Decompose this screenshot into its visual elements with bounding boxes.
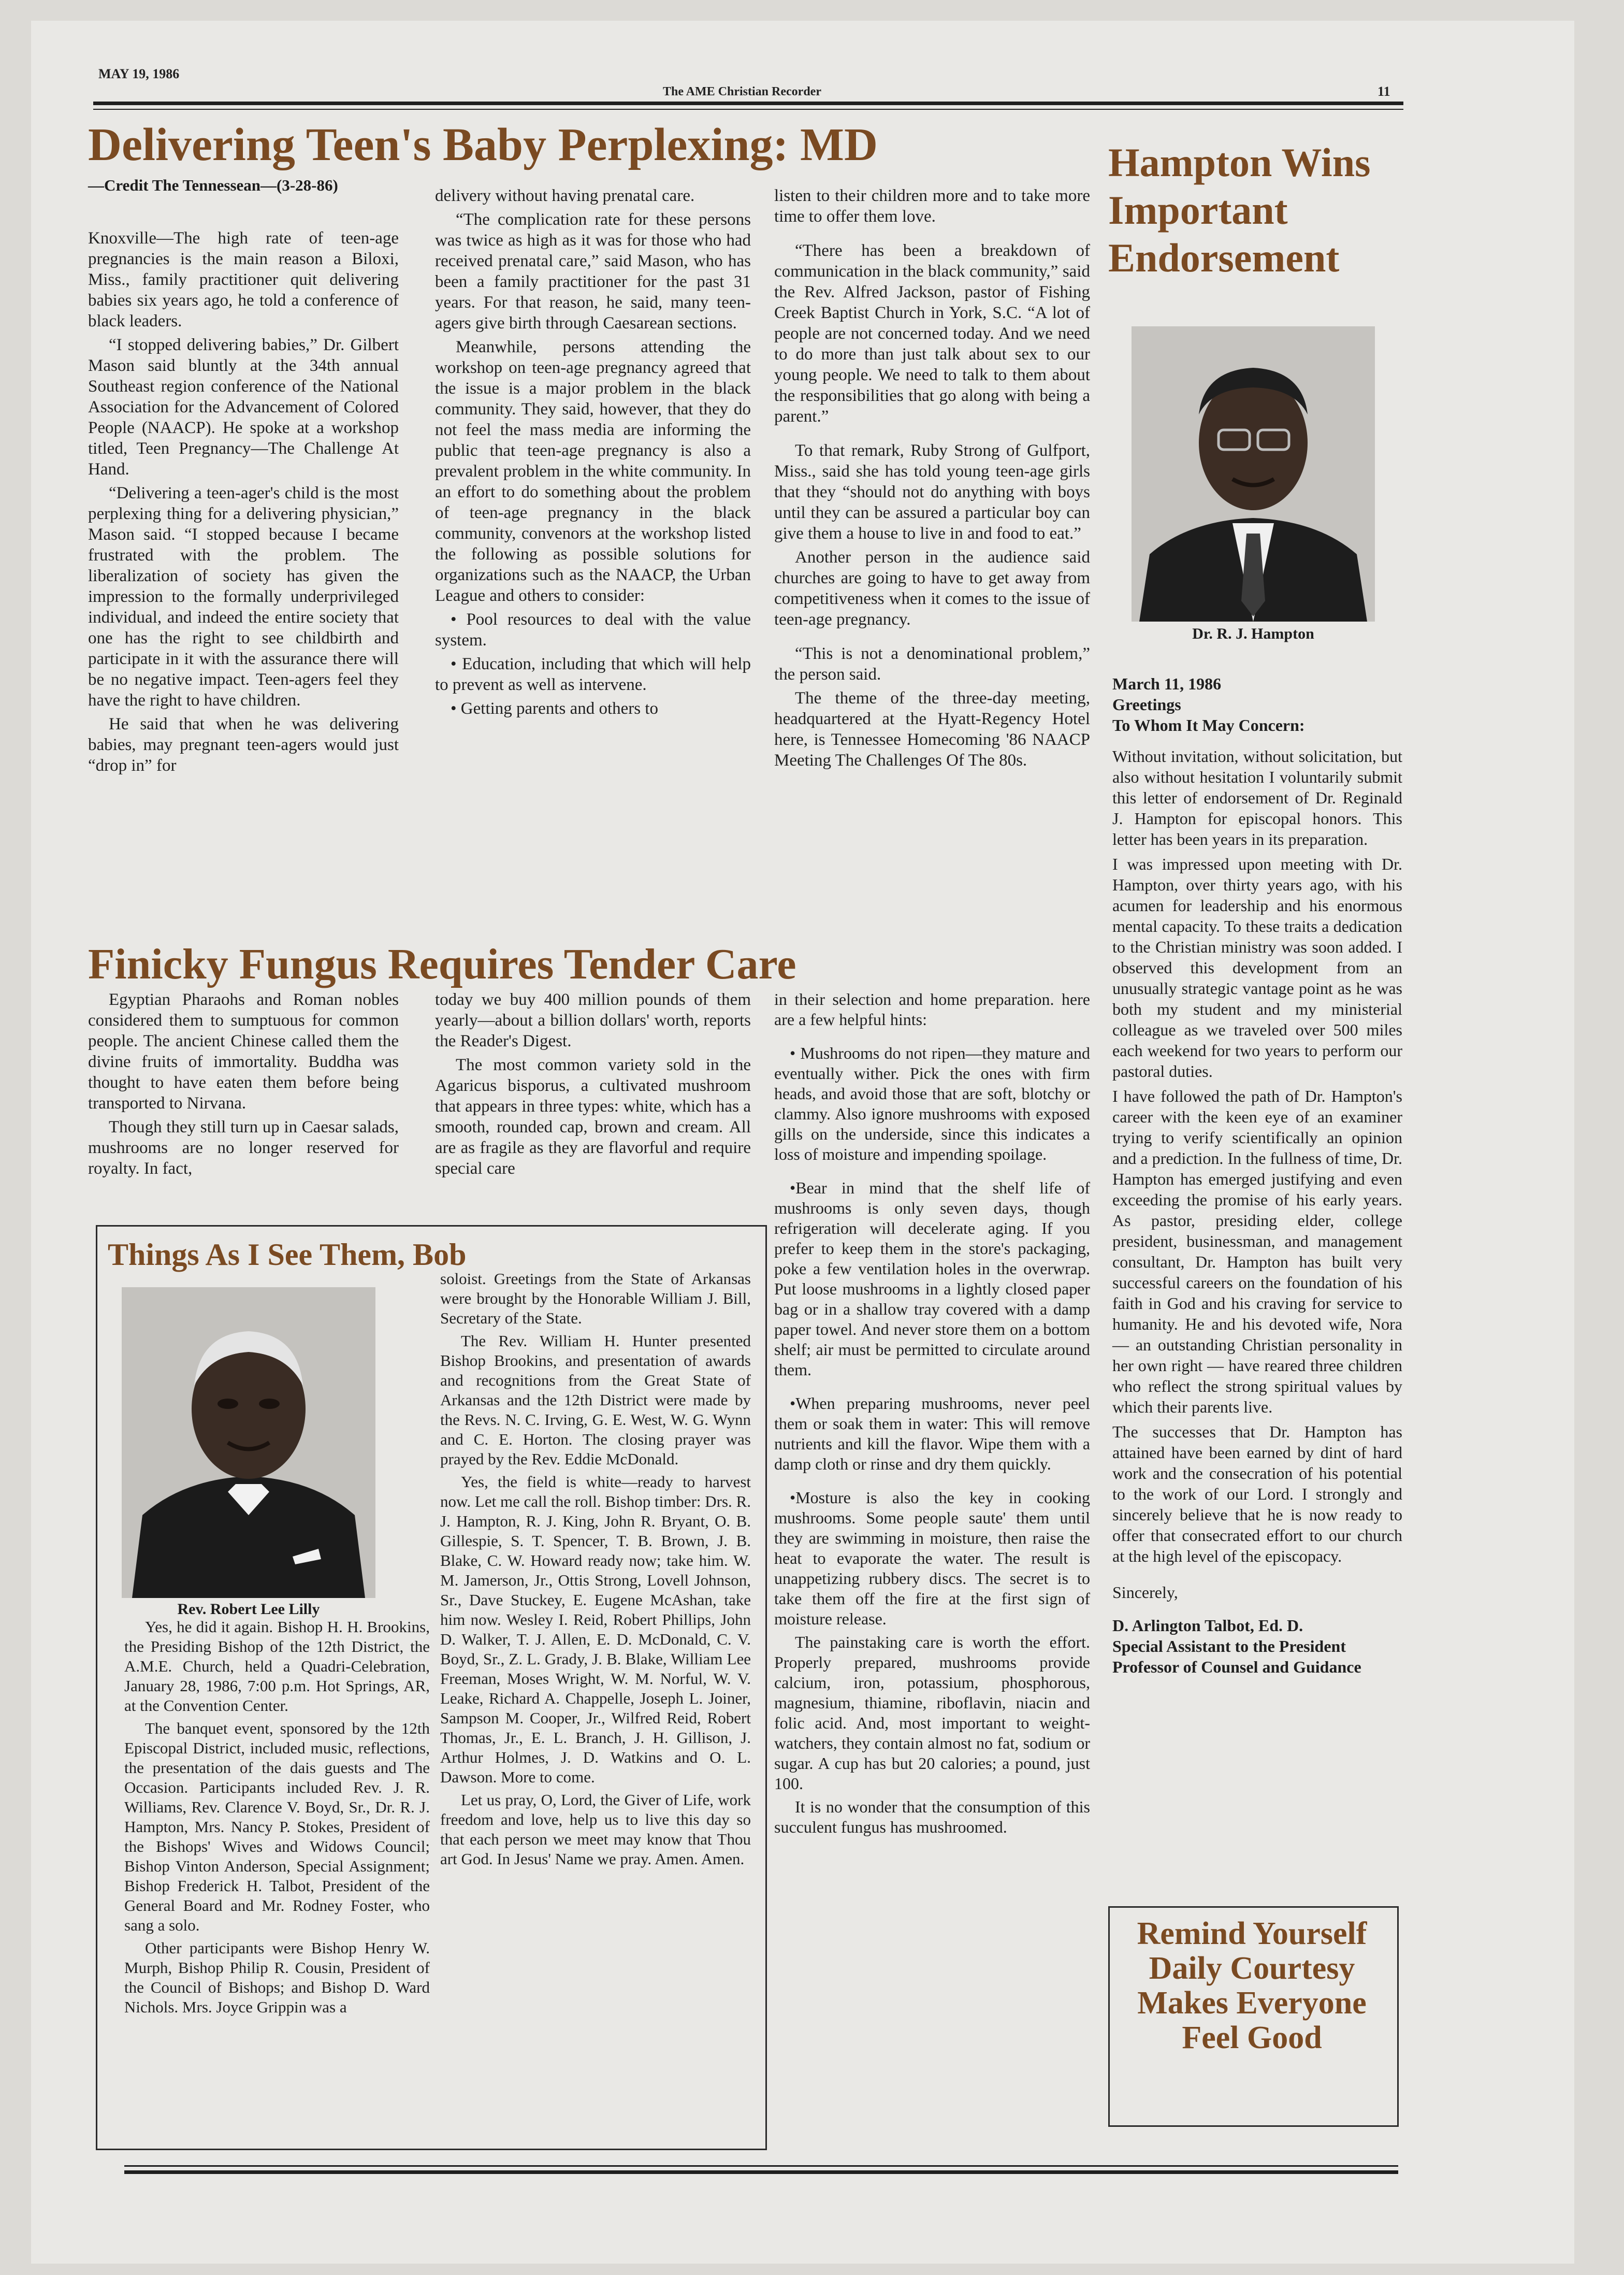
paragraph: in their selection and home preparation. here are a few helpful hints:	[774, 990, 1090, 1029]
article2-column-2	[435, 989, 751, 1182]
endorsement-letter	[1112, 673, 1402, 1677]
portrait-illustration	[122, 1287, 375, 1598]
paragraph: Meanwhile, persons attending the workshop on teen-age pregnancy agreed that the issue is a major problem in the black community. They said, however, that they do not feel the mass media are informing the public that teen-age pregnancy is also a prevalent problem in the white community. In an effort to do something about the problem of teen-age pregnancy in the black community, convenors at the workshop listed the following as possible solutions for organizations such as the NAACP, the Urban League and others to consider:	[435, 338, 751, 605]
publication-name: The AME Christian Recorder	[663, 85, 821, 98]
header-rule	[93, 102, 1403, 105]
courtesy-filler-text: Remind Yourself Daily Courtesy Makes Everyone Feel Good	[1137, 1916, 1367, 2055]
paragraph: It is no wonder that the consumption of this succulent fungus has mushroomed.	[774, 1797, 1090, 1836]
article-credit: —Credit The Tennessean—(3-28-86)	[88, 176, 338, 194]
portrait-illustration	[1132, 326, 1375, 622]
paragraph: Other participants were Bishop Henry W. Murph, Bishop Philip R. Cousin, President of the Council of Bishops; and Bishop D. Ward Nichols. Mrs. Joyce Grippin was a	[124, 1939, 430, 2016]
paragraph: “I stopped delivering babies,” Dr. Gilbert Mason said bluntly at the 34th annual Southeast region conference of the National Association for the Advancement of Colored People (NAACP). He spoke at a workshop titled, Teen Pregnancy—The Challenge At Hand.	[88, 336, 399, 479]
paragraph: Yes, he did it again. Bishop H. H. Brookins, the Presiding Bishop of the 12th District, the A.M.E. Church, held a Quadri-Celebration, January 28, 1986, 7:00 p.m. Hot Springs, AR, at the Convention Center.	[124, 1618, 430, 1715]
portrait-photo-hampton	[1132, 326, 1375, 622]
paragraph: Let us pray, O, Lord, the Giver of Life, work freedom and love, help us to live this day so that each person we meet may know that Thou art God. In Jesus' Name we pray. Amen. Amen.	[440, 1791, 751, 1868]
paragraph: Without invitation, without solicitation, but also without hesitation I voluntarily submit this letter of endorsement of Dr. Reginald J. Hampton for episcopal honors. This letter has been years in its preparation.	[1112, 747, 1402, 848]
article2-column-3	[774, 989, 1090, 1840]
paragraph: listen to their children more and to take more time to offer them love.	[774, 186, 1090, 226]
paragraph: The successes that Dr. Hampton has attained have been earned by dint of hard work and the consecration of his potential to the work of our Lord. I strongly and sincerely believe that he is now ready to offer that consecrated effort to our church at the high level of the episcopacy.	[1112, 1422, 1402, 1565]
paragraph: The Rev. William H. Hunter presented Bishop Brookins, and presentation of awards and recognitions from the Great State of Arkansas and the 12th District were made by the Revs. N. C. Irving, G. E. West, W. G. Wynn and C. E. Horton. The closing prayer was prayed by the Rev. Eddie McDonald.	[440, 1332, 751, 1468]
bullet-item: •Bear in mind that the shelf life of mushrooms is only seven days, though refrigeration will decelerate aging. If you prefer to keep them in the store's packaging, poke a few ventilation holes in the overwrap. Put loose mushrooms in a lightly closed paper bag or in a shallow tray covered with a damp paper towel. And never store them on a bottom shelf; air must be permitted to circulate around them.	[774, 1178, 1090, 1379]
footer-rule-thin	[124, 2165, 1398, 2167]
paragraph: “There has been a breakdown of communication in the black community,” said the Rev. Alfred Jackson, pastor of Fishing Creek Baptist Church in York, S.C. “A lot of people are not concerned today. And we need to do more than just talk about sex to our young people. We need to talk to them about the responsibilities that go along with being a parent.”	[774, 241, 1090, 426]
article3-column-2	[440, 1269, 751, 1872]
paragraph: The banquet event, sponsored by the 12th Episcopal District, included music, reflections, the presentation of the dais guests and The Occasion. Participants included Rev. J. R. Williams, Rev. Clarence V. Boyd, Sr., Dr. R. J. Hampton, Mrs. Nancy P. Stokes, President of the Bishops' Wives and Widows Council; Bishop Vinton Anderson, Special Assignment; Bishop Frederick H. Talbot, President of the General Board and Mr. Rodney Foster, who sang a solo.	[124, 1719, 430, 1934]
paragraph: today we buy 400 million pounds of them yearly—about a billion dollars' worth, reports the Reader's Digest.	[435, 990, 751, 1050]
paragraph: soloist. Greetings from the State of Arkansas were brought by the Honorable William J. Bill, Secretary of the State.	[440, 1270, 751, 1327]
paragraph: delivery without having prenatal care.	[435, 186, 695, 205]
article3-column-1	[124, 1617, 430, 2020]
article1-column-1	[88, 228, 399, 779]
article-headline-teen-pregnancy: Delivering Teen's Baby Perplexing: MD	[88, 119, 878, 170]
footer-rule	[124, 2170, 1398, 2174]
letter-closing: Sincerely,	[1112, 1583, 1178, 1602]
newspaper-page	[31, 21, 1574, 2264]
paragraph: Though they still turn up in Caesar salads, mushrooms are no longer reserved for royalty. In fact,	[88, 1118, 399, 1178]
article-headline-fungus: Finicky Fungus Requires Tender Care	[88, 940, 796, 988]
paragraph: “This is not a denominational problem,” the person said.	[774, 644, 1090, 684]
paragraph: The most common variety sold in the Agaricus bisporus, a cultivated mushroom that appears in three types: white, which has a smooth, rounded cap, brown and cream. All are as fragile as they are flavorful and require special care	[435, 1056, 751, 1178]
letter-signer-title: Professor of Counsel and Guidance	[1112, 1658, 1361, 1676]
bullet-item: • Getting parents and others to	[451, 699, 659, 718]
bullet-item: • Education, including that which will help to prevent as well as intervene.	[435, 655, 751, 694]
article1-column-3	[774, 185, 1090, 774]
portrait-photo-lilly	[122, 1287, 375, 1598]
paragraph: Egyptian Pharaohs and Roman nobles considered them to sumptuous for common people. The ancient Chinese called them the divine fruits of immortality. Buddha was thought to have eaten them before being transported to Nirvana.	[88, 990, 399, 1113]
bullet-item: •Mosture is also the key in cooking mushrooms. Some people saute' them until they are swimming in moisture, then raise the heat to evaporate the water. The result is unappetizing rubbery discs. The secret is to take them off the fire at the first sign of moisture release.	[774, 1488, 1090, 1628]
letter-greeting: Greetings	[1112, 695, 1181, 714]
paragraph: “Delivering a teen-ager's child is the most perplexing thing for a delivering physician,” Mason said. “I stopped because I became frustrated with the problem. The liberalization of society has given the impression to the formally underprivileged individual, and indeed the entire society that one has the right to see childbirth and participate in it with the assurance there will be no negative impact. Teen-agers feel they have the right to have children.	[88, 484, 399, 710]
bullet-item: • Pool resources to deal with the value system.	[435, 610, 751, 650]
issue-date: MAY 19, 1986	[98, 66, 180, 81]
paragraph: Yes, the field is white—ready to harvest now. Let me call the roll. Bishop timber: Drs. R. J. Hampton, R. J. King, John R. Bryant, O. B. Gillespie, S. T. Spencer, T. B. Brown, J. B. Blake, C. W. Howard ready now; take him. W. M. Jamerson, Jr., Ottis Strong, Lovell Johnson, Sr., Dave Stuckey, E. Eugene McAshan, take him now. Wesley I. Reid, Robert Phillips, John D. Walker, T. J. Allen, E. D. McDonald, C. V. Boyd, Sr., Z. L. Grady, J. B. Blake, William Lee Freeman, Moses Wright, W. M. Norful, W. V. Leake, Richard A. Chappelle, Joseph L. Joiner, Sampson M. Cooper, Jr., Wilfred Reid, Robert Thomas, Jr., E. L. Branch, J. H. Gillison, J. Arthur Holmes, J. D. Watkins and O. L. Dawson. More to come.	[440, 1473, 751, 1786]
letter-signer-title: Special Assistant to the President	[1112, 1637, 1346, 1655]
header-rule-thin	[93, 109, 1403, 110]
letter-signer-name: D. Arlington Talbot, Ed. D.	[1112, 1616, 1303, 1635]
paragraph: The painstaking care is worth the effort. Properly prepared, mushrooms provide calcium, iron, potassium, phosphorous, magnesium, thiamine, riboflavin, niacin and folic acid. And, most important to weight-watchers, they contain almost no fat, sodium or sugar. A cup has but 20 calories; a pound, just 100.	[774, 1633, 1090, 1793]
photo-caption-hampton: Dr. R. J. Hampton	[1192, 625, 1314, 642]
paragraph: The theme of the three-day meeting, headquartered at the Hyatt-Regency Hotel here, is Tennessee Homecoming '86 NAACP Meeting The Challenges Of The 80s.	[774, 689, 1090, 770]
paragraph: Another person in the audience said churches are going to have to get away from competitiveness when it comes to the issue of teen-age pregnancy.	[774, 548, 1090, 629]
paragraph: To that remark, Ruby Strong of Gulfport, Miss., said she has told young teen-age girls that they “should not do anything with boys until they can be assured a particular boy can give them a house to live in and food to eat.”	[774, 441, 1090, 543]
photo-caption-lilly: Rev. Robert Lee Lilly	[177, 1601, 320, 1618]
paragraph: “The complication rate for these persons was twice as high as it was for those who had received prenatal care,” said Mason, who has been a family practitioner for the past 31 years. For that reason, he said, many teen-agers give birth through Caesarean sections.	[435, 210, 751, 333]
column-headline-things-as-i-see-them: Things As I See Them, Bob	[108, 1237, 467, 1272]
article-headline-hampton: Hampton Wins Important Endorsement	[1108, 140, 1371, 280]
letter-date: March 11, 1986	[1112, 674, 1222, 693]
article1-column-2	[435, 185, 751, 722]
page-number: 11	[1378, 84, 1390, 99]
article2-column-1	[88, 989, 399, 1182]
paragraph: I have followed the path of Dr. Hampton's career with the keen eye of an examiner trying to verify scientifically an opinion and a prediction. In the fullness of time, Dr. Hampton has emerged justifying and even exceeding the promise of his early years. As pastor, presiding elder, college president, businessman, and management consultant, Dr. Hampton has built very successful careers on the foundation of his faith in God and his craving for service to humanity. He and his devoted wife, Nora — an outstanding Christian personality in her own right — have reared three children who reflect the strong spiritual values by which their parents live.	[1112, 1087, 1402, 1416]
paragraph: Knoxville—The high rate of teen-age pregnancies is the main reason a Biloxi, Miss., family practitioner quit delivering babies six years ago, he told a conference of black leaders.	[88, 229, 399, 330]
paragraph: I was impressed upon meeting with Dr. Hampton, over thirty years ago, with his acumen for leadership and his enormous mental capacity. To these traits a dedication to the Christian ministry was soon added. I observed this development from an unusually strategic vantage point as he was both my student and my ministerial colleague as we traveled over 500 miles each weekend for two years to perform our pastoral duties.	[1112, 855, 1402, 1081]
bullet-item: •When preparing mushrooms, never peel them or soak them in water: This will remove nutrients and kill the flavor. Wipe them with a damp cloth or rinse and dry them quickly.	[774, 1394, 1090, 1473]
paragraph: He said that when he was delivering babies, may pregnant teen-agers would just “drop in” for	[88, 715, 399, 775]
letter-salutation: To Whom It May Concern:	[1112, 716, 1305, 735]
bullet-item: • Mushrooms do not ripen—they mature and eventually wither. Pick the ones with firm heads, and avoid those that are soft, blotchy or clammy. Also ignore mushrooms with exposed gills on the underside, since this indicates a loss of moisture and impending spoilage.	[774, 1044, 1090, 1163]
